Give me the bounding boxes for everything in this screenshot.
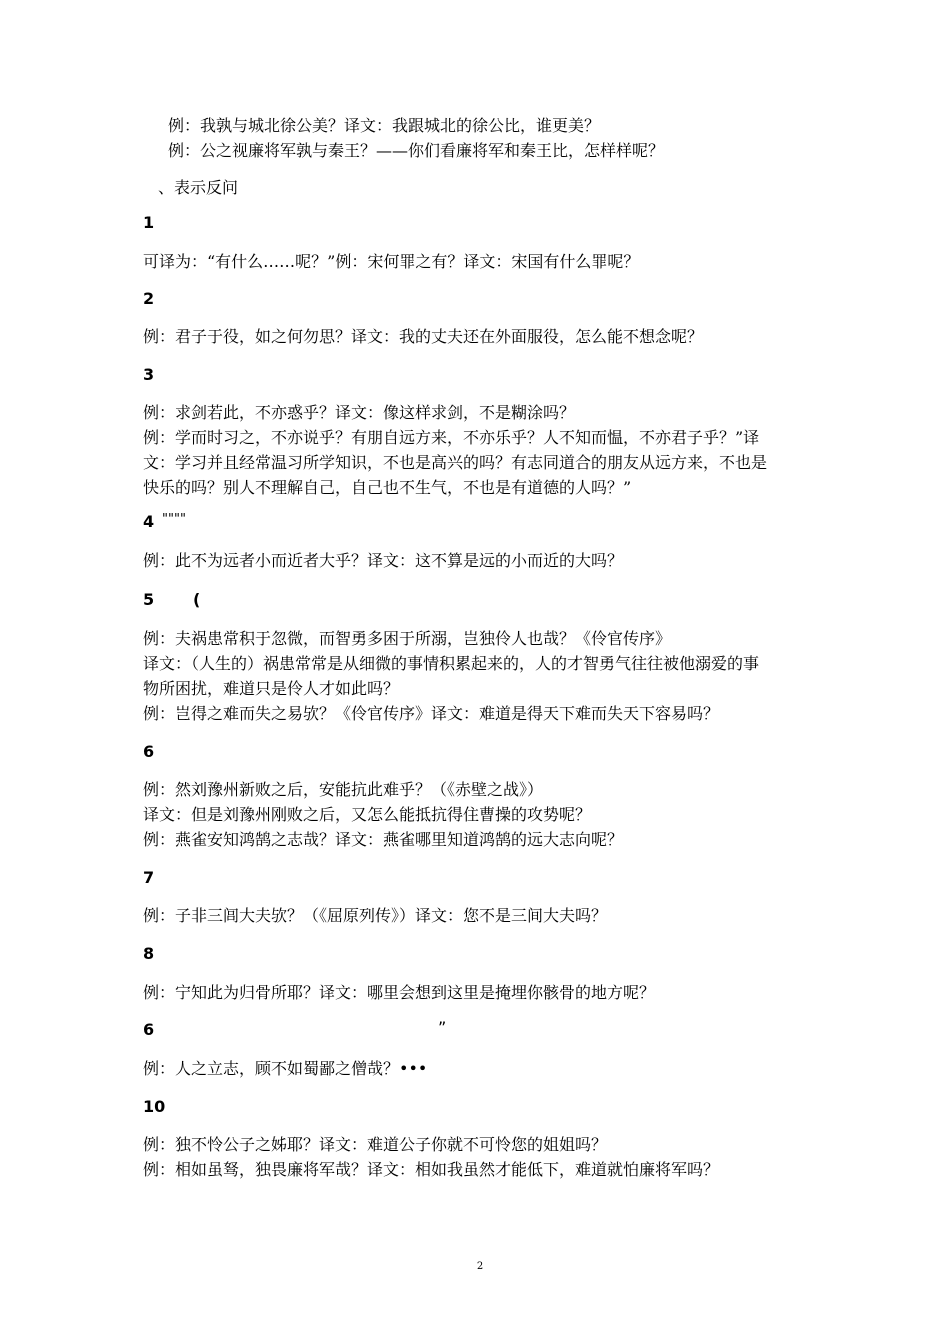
item-number: 8: [143, 944, 155, 963]
item-number: 6: [143, 742, 155, 761]
body-line: 可译为：“有什么……呢？”例：宋何罪之有？译文：宋国有什么罪呢？: [143, 252, 640, 271]
body-line: 快乐的吗？别人不理解自己，自己也不生气，不也是有道德的人吗？”: [143, 478, 632, 497]
body-line: 例：相如虽驽，独畏廉将军哉？译文：相如我虽然才能低下，难道就怕廉将军吗？: [143, 1160, 720, 1179]
body-line: 例：燕雀安知鸿鹄之志哉？译文：燕雀哪里知道鸿鹄的远大志向呢？: [143, 830, 624, 849]
body-line: 例：此不为远者小而近者大乎？译文：这不算是远的小而近的大吗？: [143, 551, 624, 570]
item-number: 4: [143, 512, 155, 531]
body-line: 例：独不怜公子之姊耶？译文：难道公子你就不可怜您的姐姐吗？: [143, 1135, 608, 1154]
body-line: 例：夫祸患常积于忽微，而智勇多困于所溺，岂独伶人也哉？《伶官传序》: [143, 629, 672, 648]
item-number: 3: [143, 365, 155, 384]
item-number: 10: [143, 1097, 166, 1116]
body-line: 例：求剑若此，不亦惑乎？译文：像这样求剑，不是糊涂吗？: [143, 403, 576, 422]
body-line: 译文：（人生的）祸患常常是从细微的事情积累起来的，人的才智勇气往往被他溺爱的事: [143, 654, 760, 673]
item-number: 7: [143, 868, 155, 887]
body-line: 译文：但是刘豫州刚败之后，又怎么能抵抗得住曹操的攻势呢？: [143, 805, 592, 824]
intro-example-line: 例：公之视廉将军孰与秦王？——你们看廉将军和秦王比，怎样样呢？: [168, 141, 665, 160]
body-line: 例：宁知此为归骨所耶？译文：哪里会想到这里是掩埋你骸骨的地方呢？: [143, 983, 656, 1002]
body-line: 物所困扰，难道只是伶人才如此吗？: [143, 679, 400, 698]
body-line: 例：学而时习之，不亦说乎？有朋自远方来，不亦乐乎？人不知而愠，不亦君子乎？”译: [143, 428, 760, 447]
item-number: 5: [143, 590, 155, 609]
open-paren: (: [193, 590, 201, 609]
quote-marks: """": [162, 512, 186, 527]
body-line: 例：然刘豫州新败之后，安能抗此难乎？（《赤壁之战》）: [143, 780, 544, 799]
intro-example-line: 例：我孰与城北徐公美？译文：我跟城北的徐公比，谁更美？: [168, 116, 601, 135]
item-number: 6: [143, 1020, 155, 1039]
body-line: 文：学习并且经常温习所学知识，不也是高兴的吗？有志同道合的朋友从远方来，不也是: [143, 453, 768, 472]
body-line: 例：人之立志，顾不如蜀鄙之僧哉？•••: [143, 1059, 428, 1078]
body-line: 例：子非三闾大夫欤？（《屈原列传》）译文：您不是三间大夫吗？: [143, 906, 608, 925]
closing-quote: ”: [438, 1018, 447, 1037]
body-line: 例：君子于役，如之何勿思？译文：我的丈夫还在外面服役，怎么能不想念呢？: [143, 327, 704, 346]
body-line: 例：岂得之难而失之易欤？《伶官传序》译文：难道是得天下难而失天下容易吗？: [143, 704, 720, 723]
page-number: 2: [476, 1261, 484, 1272]
item-number: 2: [143, 289, 155, 308]
item-number: 1: [143, 213, 155, 232]
section-heading: 、表示反问: [158, 178, 239, 197]
